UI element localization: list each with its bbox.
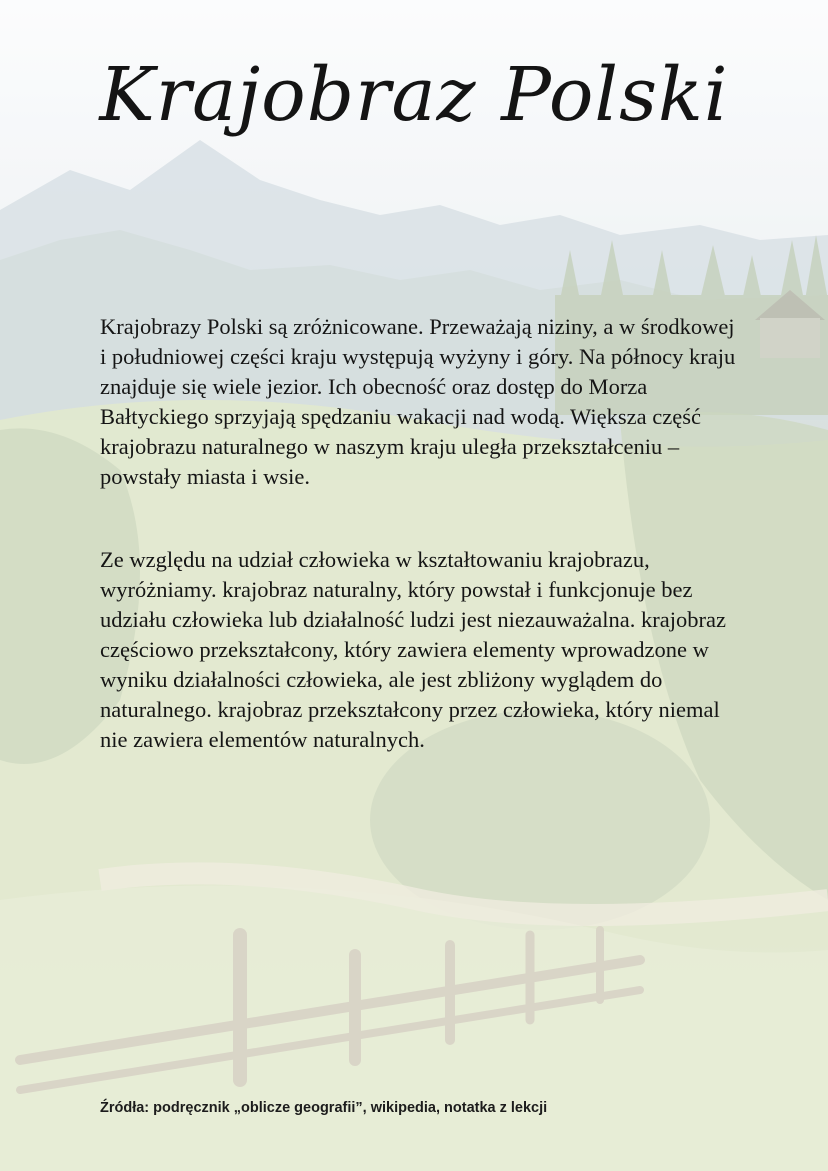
- sources-footnote: Źródła: podręcznik „oblicze geografii”, wikipedia, notatka z lekcji: [100, 1100, 548, 1116]
- paragraph-landscape-overview: Krajobrazy Polski są zróżnicowane. Przeważają niziny, a w środkowej i południowej części kraju występują wyżyny i góry. Na północy kraju znajduje się wiele jezior. Ich obecność oraz dostęp do Morza Bałtyckiego sprzyjają spędzaniu wakacji nad wodą. Większa część krajobrazu naturalnego w naszym kraju uległa przekształceniu – powstały miasta i wsie.: [100, 314, 736, 489]
- paragraph-landscape-types: Ze względu na udział człowieka w kształtowaniu krajobrazu, wyróżniamy. krajobraz naturalny, który powstał i funkcjonuje bez udziału człowieka lub działalność ludzi jest niezauważalna. krajobraz częściowo przekształcony, który zawiera elementy wprowadzone w wyniku działalności człowieka, ale jest zbliżony wyglądem do naturalnego. krajobraz przekształcony przez człowieka, który niemal nie zawiera elementów naturalnych.: [100, 547, 726, 752]
- page-title: Krajobraz Polski: [99, 52, 729, 138]
